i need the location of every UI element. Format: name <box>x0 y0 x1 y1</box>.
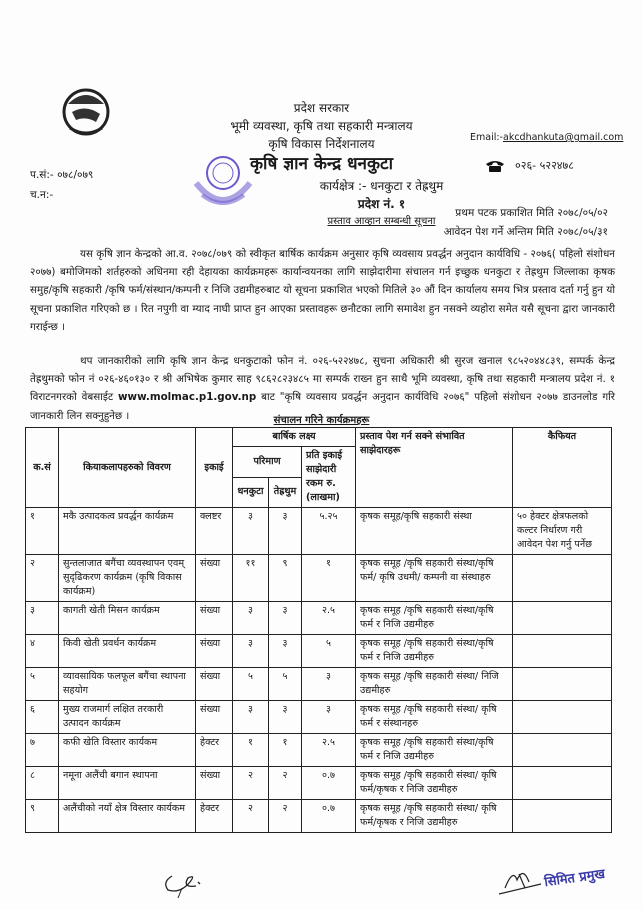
cell-unit: हेक्टर <box>196 734 233 767</box>
cell-partners: कृषक समूह /कृषि सहकारी संस्था/कृषि फर्म र निजि उद्यमीहरु <box>356 602 513 635</box>
cell-remarks <box>513 602 612 635</box>
header-sn: क.सं <box>26 428 59 508</box>
cell-activity: मकै उत्पादकत्व प्रवर्द्धन कार्यक्रम <box>59 508 196 555</box>
cell-amount: ०.७ <box>302 767 356 800</box>
letter-number: प.सं:- ०७८/०७९ <box>30 169 94 181</box>
cell-activity: व्यावसायिक फलफूल बगैंचा स्थापना सहयोग <box>59 668 196 701</box>
notice-paragraph-1: यस कृषि ज्ञान केन्द्रको आ.व. २०७८/०७९ को स्वीकृत बार्षिक कार्यक्रम अनुसार कृषि व्यवसाय प्रवर्द्धन अनुदान कार्यविधि - २०७६( पहिलो संशोधन २०७७) बमोजिमको शर्तहरुको अधिनमा रही देहायका कार्यक्रमहरू कार्यान्वयनका लागि साझेदारीमा संचालन गर्न इच्छुक धनकुटा र तेह्रथुम जिल्लाका कृषक समुह/कृषि सहकारी /कृषि फर्म/संस्थान/कम्पनी र निजि उद्यमीहरुबाट यो सूचना प्रकाशित भएको मितिले ३० औं दिन कार्यालय समय भित्र प्रस्ताव दर्ता गर्नु हुन यो सूचना प्रकाशित गरिएको छ । रित नपुगी वा म्याद नाघी प्राप्त हुन आएका प्रस्तावहरू छनौटका लागि समावेश हुन नसक्ने व्यहोरा समेत यसै सूचना द्वारा जानकारी गराईन्छ । <box>30 248 615 333</box>
cell-unit: संख्या <box>196 701 233 734</box>
cell-partners: कृषक समूह /कृषि सहकारी संस्था/कृषि फर्म/ कृषि उधमी/ कम्पनी वा संस्थाहरु <box>356 555 513 602</box>
cell-dhankuta: ५ <box>233 668 269 701</box>
cell-amount: ५ <box>302 635 356 668</box>
cell-terhathum: ३ <box>269 701 302 734</box>
cell-amount: १ <box>302 555 356 602</box>
cell-sn: २ <box>26 555 59 602</box>
signature-left <box>160 868 210 898</box>
cell-activity: कागती खेती मिसन कार्यक्रम <box>59 602 196 635</box>
header-annual-target: बार्षिक लक्ष्य <box>233 428 356 447</box>
first-published-date: प्रथम पटक प्रकाशित मिति २०७८/०५/०२ <box>455 207 608 219</box>
website-link[interactable]: www.molmac.p1.gov.np <box>118 391 257 404</box>
telephone-icon <box>485 159 505 173</box>
table-row <box>26 555 612 602</box>
table-row <box>26 602 612 635</box>
programs-table <box>25 427 612 833</box>
phone-number: ०२६- ५२२४७८ <box>515 159 574 172</box>
cell-remarks <box>513 701 612 734</box>
cell-unit: संख्या <box>196 635 233 668</box>
header-quantity: परिमाण <box>233 447 302 478</box>
cell-unit: क्लष्टर <box>196 508 233 555</box>
notice-subject: प्रस्ताव आव्हान सम्बन्धी सूचना <box>327 216 436 227</box>
cell-partners: कृषक समूह /कृषि सहकारी संस्था/ निजि उद्यमीहरु <box>356 668 513 701</box>
table-title: संचालन गरिने कार्यक्रमहरू <box>273 415 370 426</box>
cell-dhankuta: ३ <box>233 602 269 635</box>
province: प्रदेश नं. १ <box>357 197 406 211</box>
cell-dhankuta: ३ <box>233 508 269 555</box>
cell-amount: ०.७ <box>302 800 356 833</box>
dispatch-number: च.न:- <box>30 189 54 201</box>
header-remarks: कैफियत <box>513 428 612 508</box>
header-terhathum: तेह्रथुम <box>269 477 302 508</box>
cell-amount: २.५ <box>302 734 356 767</box>
cell-activity: मुख्य राजमार्ग लक्षित तरकारी उत्पादन कार्यक्रम <box>59 701 196 734</box>
cell-dhankuta: ३ <box>233 635 269 668</box>
government-name: प्रदेश सरकार <box>293 101 350 115</box>
cell-unit: संख्या <box>196 767 233 800</box>
table-row <box>26 734 612 767</box>
ministry-name: भूमी व्यवस्था, कृषि तथा सहकारी मन्त्रालय <box>230 119 413 133</box>
header-per-unit-amount: प्रति इकाई साझेदारी रकम रु. (लाखमा) <box>302 447 356 508</box>
cell-terhathum: २ <box>269 767 302 800</box>
cell-unit: हेक्टर <box>196 800 233 833</box>
cell-remarks: ५० हेक्टर क्षेत्रफलको कल्टर निर्धारण गरी आवेदन पेश गर्नु पर्नेछ <box>513 508 612 555</box>
cell-amount: ३ <box>302 701 356 734</box>
cell-amount: ३ <box>302 668 356 701</box>
cell-partners: कृषक समूह /कृषि सहकारी संस्था/ कृषि फर्म/कृषक र निजि उद्यमीहरु <box>356 767 513 800</box>
cell-sn: ६ <box>26 701 59 734</box>
cell-dhankuta: ३ <box>233 701 269 734</box>
cell-remarks <box>513 668 612 701</box>
table-row <box>26 508 612 555</box>
cell-remarks <box>513 767 612 800</box>
table-row <box>26 767 612 800</box>
cell-terhathum: ९ <box>269 555 302 602</box>
signature-right <box>495 862 545 898</box>
cell-unit: संख्या <box>196 668 233 701</box>
cell-terhathum: ३ <box>269 635 302 668</box>
cell-sn: ३ <box>26 602 59 635</box>
cell-sn: १ <box>26 508 59 555</box>
email-line <box>470 132 623 143</box>
header-unit: इकाई <box>196 428 233 508</box>
cell-partners: कृषक समूह/कृषि सहकारी संस्था <box>356 508 513 555</box>
phone-line <box>485 158 574 173</box>
cell-sn: ४ <box>26 635 59 668</box>
cell-sn: ९ <box>26 800 59 833</box>
cell-dhankuta: २ <box>233 767 269 800</box>
email-label: Email:- <box>470 132 503 143</box>
office-seal-icon <box>188 145 258 215</box>
cell-remarks <box>513 800 612 833</box>
cell-partners: कृषक समूह /कृषि सहकारी संस्था/कृषि फर्म र निजि उद्यमीहरु <box>356 635 513 668</box>
cell-activity: किवी खेती प्रवर्धन कार्यक्रम <box>59 635 196 668</box>
cell-partners: कृषक समूह /कृषि सहकारी संस्था/ कृषि फर्म र संस्थानहरु <box>356 701 513 734</box>
table-row <box>26 800 612 833</box>
cell-remarks <box>513 555 612 602</box>
cell-partners: कृषक समूह /कृषि सहकारी संस्था/ कृषि फर्म/कृषक र निजि उद्यमीहरु <box>356 800 513 833</box>
last-application-date: आवेदन पेश गर्ने अन्तिम मिति २०७८/०५/३१ <box>443 226 608 238</box>
cell-terhathum: ३ <box>269 508 302 555</box>
table-row <box>26 668 612 701</box>
cell-dhankuta: ११ <box>233 555 269 602</box>
cell-activity: कफी खेति विस्तार कार्यकम <box>59 734 196 767</box>
cell-unit: संख्या <box>196 555 233 602</box>
cell-dhankuta: २ <box>233 800 269 833</box>
cell-sn: ८ <box>26 767 59 800</box>
cell-sn: ७ <box>26 734 59 767</box>
cell-terhathum: १ <box>269 734 302 767</box>
paragraph-2-text-end: बाट "कृषि व्यवसाय प्रवर्द्धन अनुदान कार्यविधि २०७६" पहिलो संशोधन २०७७ डाउनलोड गरि जानकारी लिन सक्नुहुनेछ । <box>30 391 615 422</box>
cell-terhathum: ३ <box>269 602 302 635</box>
cell-dhankuta: १ <box>233 734 269 767</box>
cell-amount: ५.२५ <box>302 508 356 555</box>
cell-amount: २.५ <box>302 602 356 635</box>
jurisdiction: कार्यक्षेत्र :- धनकुटा र तेह्रथुम <box>319 179 444 193</box>
directorate-name: कृषि विकास निर्देशनालय <box>268 137 375 151</box>
table-row <box>26 635 612 668</box>
header-dhankuta: धनकुटा <box>233 477 269 508</box>
cell-unit: संख्या <box>196 602 233 635</box>
cell-remarks <box>513 635 612 668</box>
cell-activity: सुन्तलाजात बगैंचा व्यवस्थापन एवम् सुदृढिकरण कार्यक्रम (कृषि विकास कार्यक्रम) <box>59 555 196 602</box>
office-name: कृषि ज्ञान केन्द्र धनकुटा <box>249 154 394 174</box>
signatory-title-stamp: सिमित प्रमुख <box>543 866 607 891</box>
cell-remarks <box>513 734 612 767</box>
cell-terhathum: ५ <box>269 668 302 701</box>
paragraph-2-text: थप जानकारीको लागि कृषि ज्ञान केन्द्र धनकुटाको फोन नं. ०२६-५२२४७८, सुचना अधिकारी श्री सुरज खनाल ९८५२०४४८३९, सम्पर्क केन्द्र तेह्रथुमको फोन नं ०२६-४६०१३० र श्री अभिषेक कुमार साह ९८६२८२३४८५ मा सम्पर्क राख्न हुन साथै भूमि व्यवस्था, कृषि तथा सहकारी मन्त्रालय प्रदेश नं. १ विराटनगरको वेबसाईट <box>30 355 615 404</box>
cell-sn: ५ <box>26 668 59 701</box>
cell-partners: कृषक समूह /कृषि सहकारी संस्था/कृषि फर्म र निजि उद्यमीहरु <box>356 734 513 767</box>
table-row <box>26 701 612 734</box>
header-partners: प्रस्ताव पेश गर्न सक्ने संभावित साझेदारहरू <box>356 428 513 508</box>
cell-activity: अलैंचीको नयाँ क्षेत्र विस्तार कार्यकम <box>59 800 196 833</box>
email-link[interactable]: akcdhankuta@gmail.com <box>503 132 624 143</box>
header-activity: कियाकलापहरुको विवरण <box>59 428 196 508</box>
cell-terhathum: २ <box>269 800 302 833</box>
cell-activity: नमूना अलैंची बगान स्थापना <box>59 767 196 800</box>
